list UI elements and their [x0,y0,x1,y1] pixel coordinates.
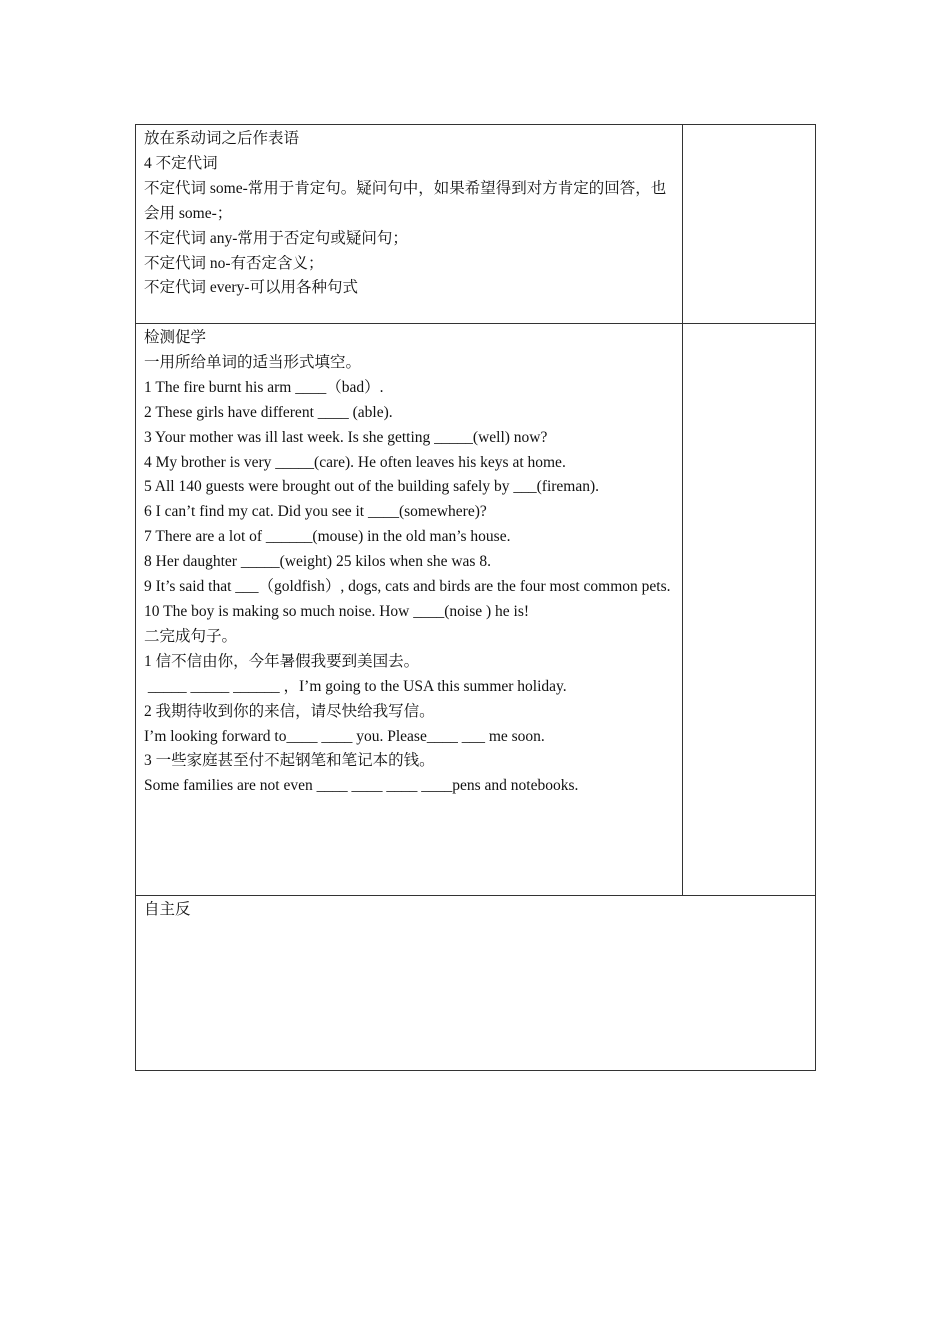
grammar-line: 不定代词 some-常用于肯定句。疑问句中，如果希望得到对方肯定的回答，也会用 some-； [144,179,667,222]
sentence-item: 2 我期待收到你的来信，请尽快给我写信。 [144,702,435,720]
grammar-side-cell [682,125,815,324]
part1-heading: 一用所给单词的适当形式填空。 [144,353,362,371]
grammar-row [136,125,816,324]
exercise-item: 2 These girls have different ____ (able). [144,403,393,421]
grammar-cell [136,125,683,324]
exercise-item: 5 All 140 guests were brought out of the building safely by ___(fireman). [144,478,600,496]
grammar-line: 不定代词 every-可以用各种句式 [144,279,358,297]
grammar-line: 不定代词 no-有否定含义； [144,254,324,272]
lesson-table [135,124,816,1071]
exercise-item: 1 The fire burnt his arm ____（bad）. [144,378,384,396]
reflection-cell [136,896,816,1071]
practice-text [136,324,682,799]
exercise-item: 8 Her daughter _____(weight) 25 kilos when she was 8. [144,553,491,571]
grammar-line: 放在系动词之后作表语 [144,130,300,147]
reflection-text [136,896,815,923]
sentence-item: Some families are not even ____ ____ ____ ____pens and notebooks. [144,777,579,795]
sentence-item: 1 信不信由你，今年暑假我要到美国去。 [144,652,420,670]
exercise-item: 4 My brother is very _____(care). He often leaves his keys at home. [144,453,566,471]
part2-heading: 二完成句子。 [144,627,238,645]
sentence-item: 3 一些家庭甚至付不起钢笔和笔记本的钱。 [144,752,435,770]
grammar-text [136,125,682,301]
exercise-item: 3 Your mother was ill last week. Is she getting _____(well) now? [144,428,548,446]
reflection-row [136,896,816,1071]
exercise-item: 7 There are a lot of ______(mouse) in the old man’s house. [144,528,511,546]
exercise-item: 6 I can’t find my cat. Did you see it ____(somewhere)? [144,503,487,521]
grammar-line: 不定代词 any-常用于否定句或疑问句； [144,229,408,247]
practice-row [136,324,816,896]
practice-cell [136,324,683,896]
reflection-title: 自主反 [144,901,191,918]
sentence-item: I’m looking forward to____ ____ you. Please____ ___ me soon. [144,727,545,745]
exercise-item: 10 The boy is making so much noise. How ____(noise ) he is! [144,602,530,620]
sentence-item: _____ _____ ______ ，I’m going to the USA this summer holiday. [144,677,567,695]
grammar-line: 4 不定代词 [144,154,218,172]
exercise-item: 9 It’s said that ___（goldfish）, dogs, cats and birds are the four most common pets. [144,578,671,596]
practice-title: 检测促学 [144,329,207,346]
practice-side-cell [682,324,815,896]
